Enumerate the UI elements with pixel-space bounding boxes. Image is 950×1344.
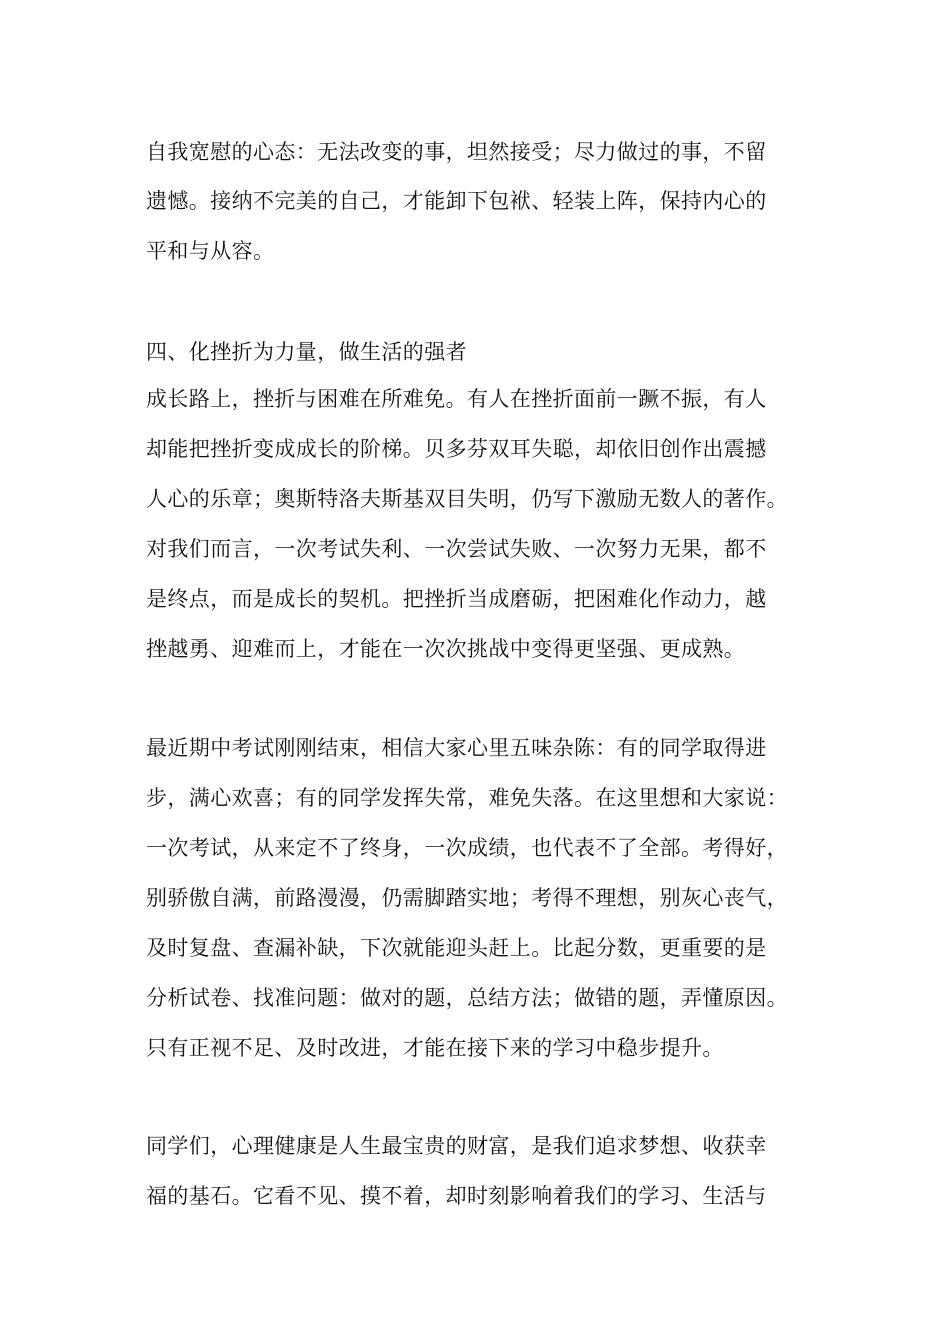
paragraph-4-line-5: 及时复盘、查漏补缺，下次就能迎头赶上。比起分数，更重要的是 [146,936,767,960]
paragraph-4-line-7: 只有正视不足、及时改进，才能在接下来的学习中稳步提升。 [146,1036,724,1060]
section-heading: 四、化挫折为力量，做生活的强者 [146,340,467,364]
paragraph-3-line-1: 成长路上，挫折与困难在所难免。有人在挫折面前一蹶不振，有人 [146,387,767,411]
paragraph-1-line-1: 自我宽慰的心态：无法改变的事，坦然接受；尽力做过的事，不留 [146,140,767,164]
paragraph-3-line-6: 挫越勇、迎难而上，才能在一次次挑战中变得更坚强、更成熟。 [146,637,746,661]
paragraph-5-line-2: 福的基石。它看不见、摸不着，却时刻影响着我们的学习、生活与 [146,1184,767,1208]
paragraph-4-line-6: 分析试卷、找准问题：做对的题，总结方法；做错的题，弄懂原因。 [146,986,788,1010]
paragraph-5-line-1: 同学们，心理健康是人生最宝贵的财富，是我们追求梦想、收获幸 [146,1134,767,1158]
paragraph-4-line-3: 一次考试，从来定不了终身，一次成绩，也代表不了全部。考得好， [146,836,788,860]
paragraph-4-line-1: 最近期中考试刚刚结束，相信大家心里五味杂陈：有的同学取得进 [146,736,767,760]
paragraph-3-line-3: 人心的乐章；奥斯特洛夫斯基双目失明，仍写下激励无数人的著作。 [146,487,788,511]
paragraph-1-line-2: 遗憾。接纳不完美的自己，才能卸下包袱、轻装上阵，保持内心的 [146,189,767,213]
paragraph-4-line-4: 别骄傲自满，前路漫漫，仍需脚踏实地；考得不理想，别灰心丧气， [146,886,788,910]
paragraph-3-line-4: 对我们而言，一次考试失利、一次尝试失败、一次努力无果，都不 [146,537,767,561]
paragraph-3-line-5: 是终点，而是成长的契机。把挫折当成磨砺，把困难化作动力，越 [146,587,767,611]
paragraph-4-line-2: 步，满心欢喜；有的同学发挥失常，难免失落。在这里想和大家说： [146,786,788,810]
paragraph-3-line-2: 却能把挫折变成成长的阶梯。贝多芬双耳失聪，却依旧创作出震撼 [146,437,767,461]
paragraph-1-line-3: 平和与从容。 [146,239,275,263]
